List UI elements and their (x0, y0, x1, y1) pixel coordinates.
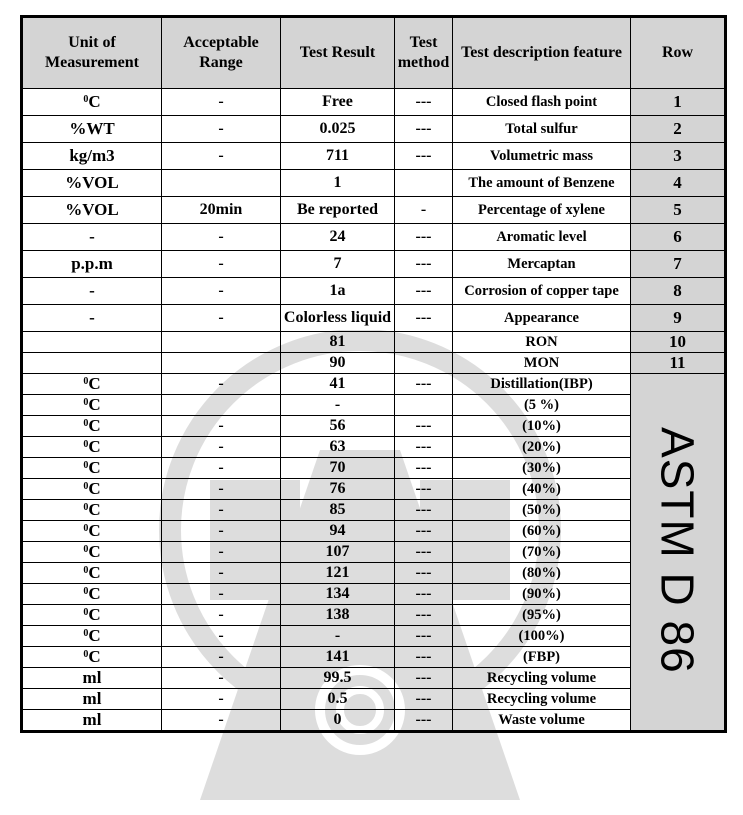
result-cell: Colorless liquid (281, 305, 395, 332)
method-cell: --- (395, 89, 453, 116)
method-cell: --- (395, 143, 453, 170)
range-cell (162, 332, 281, 353)
unit-superscript: 0 (83, 502, 89, 513)
method-cell: --- (395, 251, 453, 278)
table-row (22, 689, 726, 710)
feature-cell: (100%) (453, 626, 631, 647)
result-cell: 81 (281, 332, 395, 353)
method-cell (395, 395, 453, 416)
table-row (22, 668, 726, 689)
table-row (22, 416, 726, 437)
unit-cell (22, 500, 162, 521)
feature-cell: (60%) (453, 521, 631, 542)
astm-method-text: ASTM D 86 (651, 426, 704, 674)
unit-cell (22, 332, 162, 353)
method-cell: --- (395, 521, 453, 542)
unit-superscript: 0 (83, 376, 89, 387)
table-row (22, 170, 726, 197)
unit-text: C (88, 542, 101, 561)
unit-superscript: 0 (83, 397, 89, 408)
feature-cell: (40%) (453, 479, 631, 500)
unit-cell (22, 278, 162, 305)
feature-cell: Recycling volume (453, 668, 631, 689)
feature-cell: (70%) (453, 542, 631, 563)
method-cell: --- (395, 647, 453, 668)
method-cell: --- (395, 500, 453, 521)
feature-cell: Distillation(IBP) (453, 374, 631, 395)
feature-cell: Corrosion of copper tape (453, 278, 631, 305)
feature-cell: Mercaptan (453, 251, 631, 278)
feature-cell: (90%) (453, 584, 631, 605)
table-row (22, 521, 726, 542)
unit-cell (22, 353, 162, 374)
unit-superscript: 0 (83, 460, 89, 471)
unit-cell (22, 224, 162, 251)
range-cell: - (162, 437, 281, 458)
table-row (22, 374, 726, 395)
row-number-cell: 5 (631, 197, 726, 224)
unit-cell (22, 197, 162, 224)
header-feature: Test description feature (453, 17, 631, 89)
unit-cell (22, 89, 162, 116)
range-cell: - (162, 374, 281, 395)
result-cell: 7 (281, 251, 395, 278)
table-row (22, 251, 726, 278)
result-cell: 70 (281, 458, 395, 479)
unit-cell (22, 605, 162, 626)
table-row (22, 143, 726, 170)
feature-cell: (95%) (453, 605, 631, 626)
unit-text: kg/m3 (69, 146, 115, 165)
unit-superscript: 0 (83, 523, 89, 534)
row-number-cell: 10 (631, 332, 726, 353)
range-cell: - (162, 647, 281, 668)
table-row (22, 479, 726, 500)
unit-cell (22, 143, 162, 170)
unit-cell (22, 251, 162, 278)
table-row (22, 584, 726, 605)
result-cell: 134 (281, 584, 395, 605)
unit-text: C (88, 605, 101, 624)
method-cell: --- (395, 563, 453, 584)
row-number-cell: 8 (631, 278, 726, 305)
result-cell: 0.025 (281, 116, 395, 143)
method-cell (395, 332, 453, 353)
unit-text: ml (82, 710, 102, 729)
table-row (22, 437, 726, 458)
unit-cell (22, 116, 162, 143)
result-cell: 85 (281, 500, 395, 521)
feature-cell: Waste volume (453, 710, 631, 732)
feature-cell: Recycling volume (453, 689, 631, 710)
range-cell: - (162, 143, 281, 170)
feature-cell: Aromatic level (453, 224, 631, 251)
feature-cell: Appearance (453, 305, 631, 332)
unit-text: %VOL (65, 173, 119, 192)
table-row (22, 278, 726, 305)
header-method: Test method (395, 17, 453, 89)
feature-cell: (10%) (453, 416, 631, 437)
method-cell: --- (395, 305, 453, 332)
table-row (22, 332, 726, 353)
astm-method-label (631, 374, 726, 732)
result-cell: 141 (281, 647, 395, 668)
result-cell: 138 (281, 605, 395, 626)
row-number-cell: 6 (631, 224, 726, 251)
table-row (22, 197, 726, 224)
result-cell: 24 (281, 224, 395, 251)
method-cell: --- (395, 458, 453, 479)
range-cell: - (162, 278, 281, 305)
unit-text: C (88, 647, 101, 666)
result-cell: 90 (281, 353, 395, 374)
unit-text: C (88, 626, 101, 645)
table-row (22, 563, 726, 584)
feature-cell: Closed flash point (453, 89, 631, 116)
range-cell: - (162, 605, 281, 626)
range-cell: - (162, 500, 281, 521)
method-cell: --- (395, 584, 453, 605)
range-cell (162, 395, 281, 416)
unit-text: C (88, 479, 101, 498)
unit-text: C (88, 395, 101, 414)
range-cell: - (162, 626, 281, 647)
method-cell: --- (395, 626, 453, 647)
table-row (22, 89, 726, 116)
range-cell: - (162, 542, 281, 563)
table-row (22, 626, 726, 647)
unit-cell (22, 668, 162, 689)
result-cell: 1a (281, 278, 395, 305)
unit-superscript: 0 (83, 649, 89, 660)
range-cell (162, 170, 281, 197)
range-cell: - (162, 251, 281, 278)
range-cell: - (162, 479, 281, 500)
row-number-cell: 9 (631, 305, 726, 332)
result-cell: 1 (281, 170, 395, 197)
feature-cell: RON (453, 332, 631, 353)
range-cell: - (162, 563, 281, 584)
unit-cell (22, 395, 162, 416)
result-cell: - (281, 626, 395, 647)
unit-text: C (88, 521, 101, 540)
range-cell: - (162, 416, 281, 437)
result-cell: 711 (281, 143, 395, 170)
unit-text: p.p.m (71, 254, 113, 273)
unit-text: C (88, 584, 101, 603)
unit-text: ml (82, 668, 102, 687)
result-cell: 76 (281, 479, 395, 500)
method-cell: --- (395, 116, 453, 143)
method-cell: --- (395, 224, 453, 251)
range-cell: - (162, 224, 281, 251)
feature-cell: Volumetric mass (453, 143, 631, 170)
feature-cell: MON (453, 353, 631, 374)
table-row (22, 500, 726, 521)
method-cell: --- (395, 374, 453, 395)
table-header-row (22, 17, 726, 89)
method-cell: --- (395, 278, 453, 305)
range-cell: - (162, 668, 281, 689)
unit-text: - (89, 227, 95, 246)
method-cell: --- (395, 416, 453, 437)
unit-cell (22, 374, 162, 395)
result-cell: 56 (281, 416, 395, 437)
result-cell: 41 (281, 374, 395, 395)
result-cell: 0 (281, 710, 395, 732)
range-cell: - (162, 584, 281, 605)
unit-cell (22, 437, 162, 458)
table-row (22, 395, 726, 416)
row-number-cell: 4 (631, 170, 726, 197)
unit-cell (22, 416, 162, 437)
unit-cell (22, 563, 162, 584)
feature-cell: (30%) (453, 458, 631, 479)
unit-text: C (88, 92, 101, 111)
unit-cell (22, 170, 162, 197)
unit-text: C (88, 374, 101, 393)
method-cell: --- (395, 668, 453, 689)
unit-superscript: 0 (83, 565, 89, 576)
table-row (22, 542, 726, 563)
unit-cell (22, 479, 162, 500)
unit-superscript: 0 (83, 418, 89, 429)
unit-cell (22, 584, 162, 605)
feature-cell: The amount of Benzene (453, 170, 631, 197)
unit-text: - (89, 308, 95, 327)
result-cell: 121 (281, 563, 395, 584)
table-row (22, 458, 726, 479)
row-number-cell: 7 (631, 251, 726, 278)
method-cell: - (395, 197, 453, 224)
unit-text: ml (82, 689, 102, 708)
unit-text: C (88, 437, 101, 456)
unit-cell (22, 626, 162, 647)
feature-cell: (50%) (453, 500, 631, 521)
result-cell: 63 (281, 437, 395, 458)
unit-text: %WT (69, 119, 115, 138)
method-cell: --- (395, 479, 453, 500)
range-cell: - (162, 458, 281, 479)
feature-cell: Percentage of xylene (453, 197, 631, 224)
header-unit: Unit of Measurement (22, 17, 162, 89)
range-cell: 20min (162, 197, 281, 224)
unit-superscript: 0 (83, 544, 89, 555)
method-cell (395, 353, 453, 374)
unit-cell (22, 458, 162, 479)
unit-text: - (89, 281, 95, 300)
table-row (22, 647, 726, 668)
unit-cell (22, 542, 162, 563)
range-cell (162, 353, 281, 374)
header-row: Row (631, 17, 726, 89)
unit-text: C (88, 500, 101, 519)
unit-superscript: 0 (83, 586, 89, 597)
feature-cell: (FBP) (453, 647, 631, 668)
table-row (22, 116, 726, 143)
result-cell: 107 (281, 542, 395, 563)
feature-cell: Total sulfur (453, 116, 631, 143)
range-cell: - (162, 521, 281, 542)
table-row (22, 710, 726, 732)
range-cell: - (162, 116, 281, 143)
method-cell: --- (395, 689, 453, 710)
row-number-cell: 1 (631, 89, 726, 116)
method-cell: --- (395, 605, 453, 626)
range-cell: - (162, 305, 281, 332)
unit-superscript: 0 (83, 94, 89, 105)
table-row (22, 224, 726, 251)
unit-superscript: 0 (83, 439, 89, 450)
unit-text: C (88, 458, 101, 477)
unit-superscript: 0 (83, 628, 89, 639)
row-number-cell: 2 (631, 116, 726, 143)
unit-text: C (88, 416, 101, 435)
method-cell: --- (395, 710, 453, 732)
unit-text: %VOL (65, 200, 119, 219)
unit-cell (22, 521, 162, 542)
unit-cell (22, 710, 162, 732)
result-cell: - (281, 395, 395, 416)
method-cell: --- (395, 437, 453, 458)
unit-text: C (88, 563, 101, 582)
table-row (22, 305, 726, 332)
unit-cell (22, 647, 162, 668)
range-cell: - (162, 89, 281, 116)
header-range: Acceptable Range (162, 17, 281, 89)
feature-cell: (5 %) (453, 395, 631, 416)
range-cell: - (162, 710, 281, 732)
result-cell: 99.5 (281, 668, 395, 689)
result-cell: 94 (281, 521, 395, 542)
specification-table (20, 15, 727, 733)
table-row (22, 605, 726, 626)
row-number-cell: 11 (631, 353, 726, 374)
row-number-cell: 3 (631, 143, 726, 170)
result-cell: Free (281, 89, 395, 116)
unit-superscript: 0 (83, 481, 89, 492)
table-row (22, 353, 726, 374)
unit-superscript: 0 (83, 607, 89, 618)
header-result: Test Result (281, 17, 395, 89)
feature-cell: (20%) (453, 437, 631, 458)
method-cell (395, 170, 453, 197)
method-cell: --- (395, 542, 453, 563)
unit-cell (22, 689, 162, 710)
result-cell: 0.5 (281, 689, 395, 710)
feature-cell: (80%) (453, 563, 631, 584)
range-cell: - (162, 689, 281, 710)
result-cell: Be reported (281, 197, 395, 224)
unit-cell (22, 305, 162, 332)
